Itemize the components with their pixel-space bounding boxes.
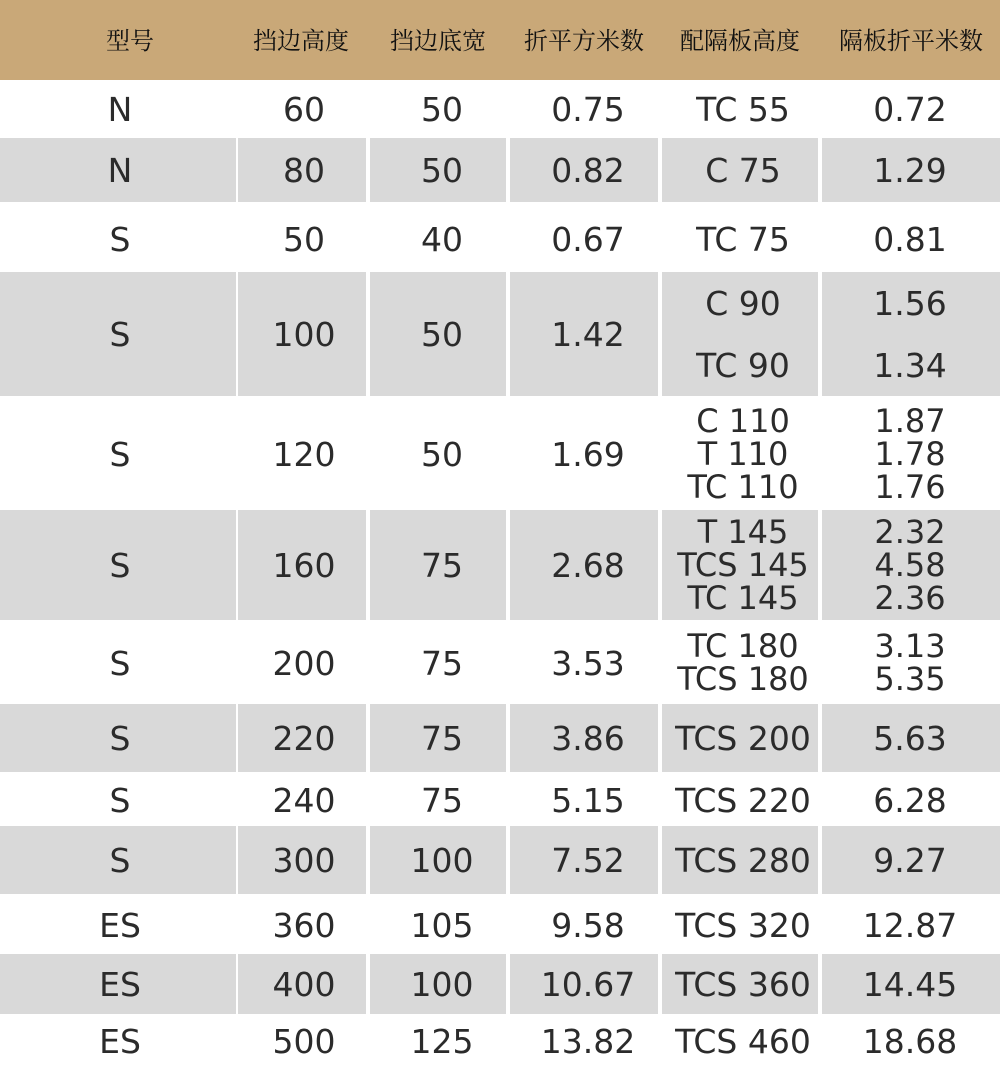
header-height: 挡边高度 (253, 27, 349, 55)
cell-height-text: 120 (272, 434, 336, 474)
cell-partition (653, 774, 833, 826)
cell-height-text: 360 (272, 905, 336, 945)
cell-model (30, 1014, 210, 1069)
cell-partition-line: TC 145 (687, 578, 799, 617)
cell-model (30, 80, 210, 138)
table-row (0, 622, 1000, 704)
cell-area (498, 138, 678, 202)
header-width: 挡边底宽 (390, 27, 486, 55)
table-row (0, 510, 1000, 620)
cell-model (30, 206, 210, 272)
cell-partition (653, 272, 833, 396)
cell-partition-area (820, 138, 1000, 202)
cell-partition (653, 826, 833, 894)
cell-area (498, 774, 678, 826)
cell-partition-area-line: 5.35 (874, 660, 946, 698)
cell-area-text: 5.15 (551, 780, 625, 820)
cell-partition-area-line: 1.34 (873, 345, 947, 385)
cell-height-text: 80 (283, 150, 325, 190)
cell-model (30, 896, 210, 954)
cell-model-text: N (107, 150, 133, 190)
cell-width-text: 50 (421, 314, 463, 354)
cell-partition-area-line: 1.56 (873, 283, 947, 323)
cell-width-text: 105 (410, 905, 474, 945)
cell-partition (653, 1014, 833, 1069)
cell-height-text: 200 (272, 643, 336, 683)
table-row (0, 826, 1000, 894)
table-row (0, 954, 1000, 1014)
cell-area-text: 7.52 (551, 840, 625, 880)
cell-width-text: 75 (421, 780, 463, 820)
cell-area (498, 80, 678, 138)
table-row (0, 1014, 1000, 1069)
header-partition-area: 隔板折平米数 (839, 27, 983, 55)
cell-partition-line: C 110 (696, 401, 790, 440)
cell-width-text: 50 (421, 150, 463, 190)
cell-model-text: S (109, 643, 131, 683)
cell-partition-area (820, 1014, 1000, 1069)
table-row (0, 206, 1000, 272)
cell-model (30, 774, 210, 826)
cell-partition-area-line: 0.72 (873, 89, 947, 129)
header-model: 型号 (106, 27, 154, 55)
cell-area-text: 1.42 (551, 314, 625, 354)
cell-width-text: 75 (421, 545, 463, 585)
cell-partition (653, 510, 833, 620)
cell-partition-area (820, 896, 1000, 954)
cell-partition-line: TCS 460 (675, 1022, 811, 1061)
cell-height-text: 240 (272, 780, 336, 820)
cell-width-text: 50 (421, 89, 463, 129)
cell-partition-area (820, 954, 1000, 1014)
table-row (0, 774, 1000, 826)
table-row (0, 80, 1000, 138)
table-row (0, 704, 1000, 772)
cell-model (30, 510, 210, 620)
cell-partition-area-line: 4.58 (874, 545, 946, 584)
cell-area-text: 0.82 (551, 150, 625, 190)
cell-partition-line: TC 55 (696, 89, 790, 129)
cell-height-text: 500 (272, 1022, 336, 1061)
cell-model-text: S (109, 718, 131, 758)
cell-partition-area (820, 272, 1000, 396)
cell-area (498, 704, 678, 772)
cell-model-text: ES (99, 905, 141, 945)
cell-area (498, 954, 678, 1014)
cell-partition-line: T 110 (697, 434, 789, 473)
cell-width-text: 125 (410, 1022, 474, 1061)
cell-partition (653, 80, 833, 138)
cell-partition (653, 704, 833, 772)
cell-partition-area-line: 3.13 (874, 627, 946, 665)
cell-width-text: 100 (410, 964, 474, 1004)
cell-area-text: 9.58 (551, 905, 625, 945)
cell-width-text: 75 (421, 643, 463, 683)
cell-partition-area (820, 774, 1000, 826)
header-partition: 配隔板高度 (680, 27, 800, 55)
cell-partition (653, 138, 833, 202)
cell-model-text: S (109, 780, 131, 820)
cell-model (30, 826, 210, 894)
cell-partition-area (820, 826, 1000, 894)
cell-area (498, 510, 678, 620)
cell-area (498, 206, 678, 272)
table-row (0, 896, 1000, 954)
cell-area-text: 3.53 (551, 643, 625, 683)
cell-height-text: 100 (272, 314, 336, 354)
cell-partition-line: TCS 360 (675, 964, 811, 1004)
cell-partition-line: C 75 (705, 150, 781, 190)
cell-area (498, 272, 678, 396)
cell-height-text: 220 (272, 718, 336, 758)
cell-width-text: 40 (421, 219, 463, 259)
cell-partition (653, 896, 833, 954)
cell-area (498, 826, 678, 894)
cell-partition-area-line: 18.68 (862, 1022, 958, 1061)
cell-partition (653, 398, 833, 510)
cell-partition-line: C 90 (705, 283, 781, 323)
cell-model (30, 272, 210, 396)
table-row (0, 398, 1000, 510)
cell-partition-line: T 145 (697, 512, 789, 551)
cell-partition-area-line: 0.81 (873, 219, 947, 259)
cell-area (498, 622, 678, 704)
cell-partition-area (820, 398, 1000, 510)
cell-partition-area-line: 2.32 (874, 512, 946, 551)
cell-partition-area (820, 622, 1000, 704)
cell-model (30, 704, 210, 772)
cell-partition-area-line: 1.78 (874, 434, 946, 473)
cell-partition-line: TCS 280 (675, 840, 811, 880)
cell-height-text: 50 (283, 219, 325, 259)
cell-model (30, 138, 210, 202)
cell-height-text: 400 (272, 964, 336, 1004)
cell-partition-area-line: 1.87 (874, 401, 946, 440)
cell-width-text: 100 (410, 840, 474, 880)
cell-partition (653, 622, 833, 704)
cell-partition-area (820, 80, 1000, 138)
cell-partition-area-line: 5.63 (873, 718, 947, 758)
cell-width-text: 50 (421, 434, 463, 474)
cell-partition-area-line: 2.36 (874, 578, 946, 617)
cell-partition-line: TCS 180 (677, 660, 809, 698)
cell-model-text: ES (99, 1022, 141, 1061)
cell-model-text: S (109, 434, 131, 474)
cell-model (30, 622, 210, 704)
cell-partition-line: TCS 320 (675, 905, 811, 945)
cell-partition-area (820, 206, 1000, 272)
cell-width-text: 75 (421, 718, 463, 758)
cell-partition-area-line: 12.87 (862, 905, 958, 945)
table-row (0, 138, 1000, 202)
cell-partition-line: TCS 145 (677, 545, 809, 584)
cell-height-text: 300 (272, 840, 336, 880)
cell-area-text: 10.67 (540, 964, 636, 1004)
cell-model-text: S (109, 219, 131, 259)
cell-partition-area-line: 1.29 (873, 150, 947, 190)
cell-partition-area-line: 1.76 (874, 467, 946, 506)
table-row (0, 272, 1000, 396)
header-area: 折平方米数 (524, 27, 644, 55)
table-header (0, 0, 1000, 80)
cell-partition (653, 206, 833, 272)
cell-model-text: N (107, 89, 133, 129)
cell-area-text: 13.82 (540, 1022, 636, 1061)
cell-area-text: 1.69 (551, 434, 625, 474)
cell-area-text: 0.75 (551, 89, 625, 129)
cell-height-text: 60 (283, 89, 325, 129)
cell-area (498, 1014, 678, 1069)
cell-area (498, 896, 678, 954)
cell-partition-area-line: 14.45 (862, 964, 958, 1004)
cell-partition-area-line: 9.27 (873, 840, 947, 880)
cell-partition-line: TC 180 (687, 627, 799, 665)
cell-area-text: 3.86 (551, 718, 625, 758)
cell-model (30, 954, 210, 1014)
cell-area (498, 398, 678, 510)
cell-partition-line: TC 110 (687, 467, 799, 506)
cell-area-text: 0.67 (551, 219, 625, 259)
cell-model-text: S (109, 545, 131, 585)
cell-area-text: 2.68 (551, 545, 625, 585)
cell-model-text: S (109, 840, 131, 880)
cell-model (30, 398, 210, 510)
cell-height-text: 160 (272, 545, 336, 585)
cell-partition-area (820, 510, 1000, 620)
cell-partition-area (820, 704, 1000, 772)
cell-partition-area-line: 6.28 (873, 780, 947, 820)
cell-partition-line: TCS 220 (675, 780, 811, 820)
cell-model-text: ES (99, 964, 141, 1004)
cell-partition (653, 954, 833, 1014)
cell-model-text: S (109, 314, 131, 354)
cell-partition-line: TC 75 (696, 219, 790, 259)
cell-partition-line: TCS 200 (675, 718, 811, 758)
cell-partition-line: TC 90 (696, 345, 790, 385)
